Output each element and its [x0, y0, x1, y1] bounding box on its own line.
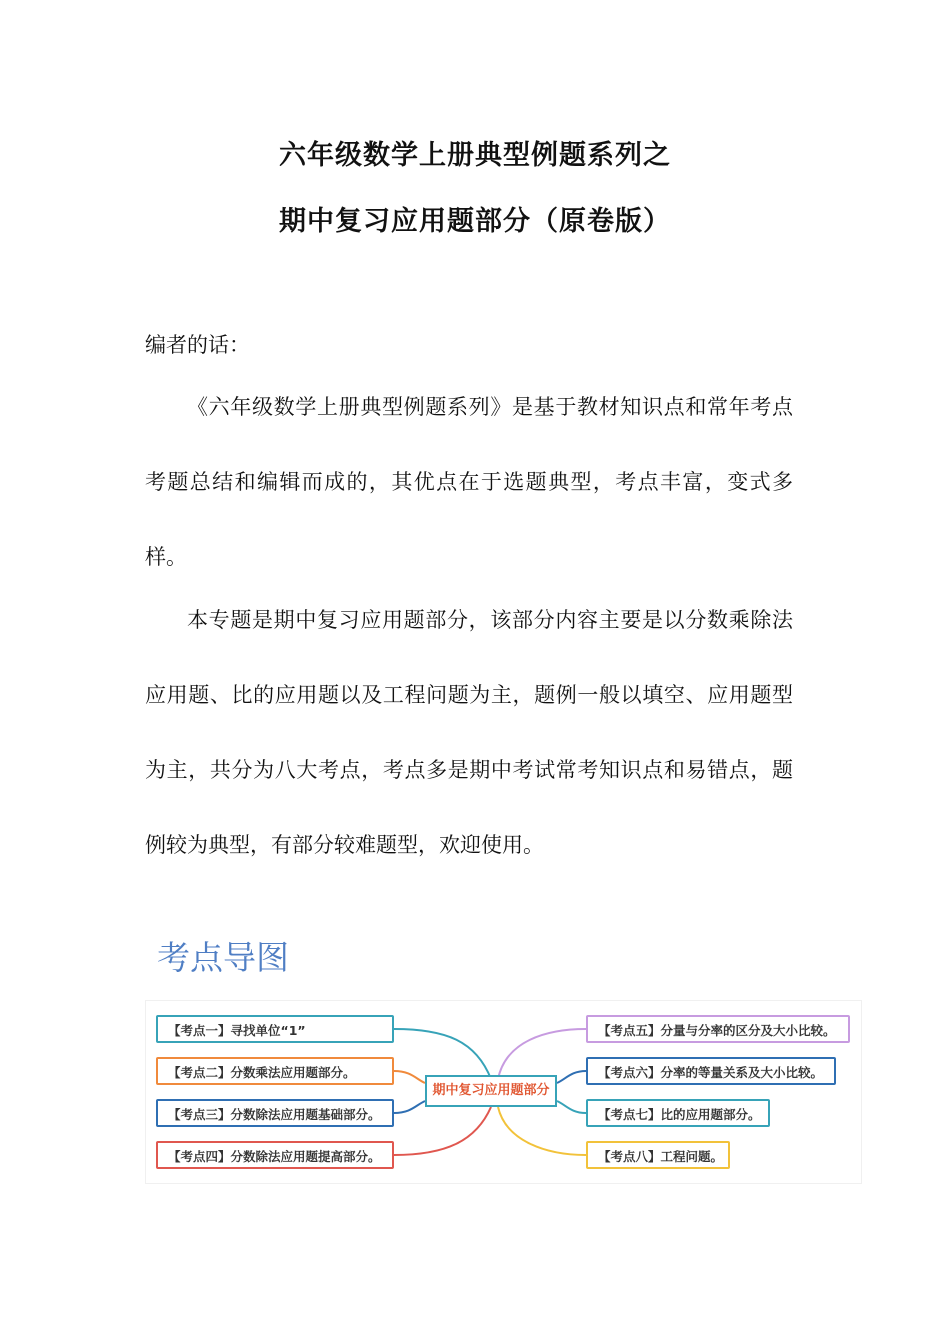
connector-left-1: [394, 1029, 491, 1079]
mindmap-node-1: 【考点一】寻找单位“1”: [156, 1015, 394, 1043]
connector-left-3: [394, 1101, 425, 1113]
document-title-line-2: 期中复习应用题部分（原卷版）: [279, 206, 671, 237]
connector-left-4: [394, 1107, 491, 1155]
mindmap-node-3: 【考点三】分数除法应用题基础部分。: [156, 1099, 394, 1127]
mindmap-node-5: 【考点五】分量与分率的区分及大小比较。: [586, 1015, 850, 1043]
document-title-line-1: 六年级数学上册典型例题系列之: [279, 140, 671, 171]
connector-right-6: [557, 1071, 586, 1083]
mindmap: [145, 1000, 862, 1184]
connector-right-5: [498, 1029, 586, 1079]
editor-note-label: 编者的话：: [145, 333, 250, 357]
mindmap-node-8: 【考点八】工程问题。: [586, 1141, 730, 1169]
intro-paragraph-1: 《六年级数学上册典型例题系列》是基于教材知识点和常年考点考题总结和编辑而成的，其优点在于选题典型，考点丰富，变式多样。: [145, 395, 793, 569]
connector-left-2: [394, 1071, 425, 1083]
connector-right-7: [557, 1101, 586, 1113]
mindmap-center-node: 期中复习应用题部分: [425, 1075, 557, 1107]
mindmap-node-6: 【考点六】分率的等量关系及大小比较。: [586, 1057, 836, 1085]
connector-right-8: [498, 1107, 586, 1155]
mindmap-heading: 考点导图: [157, 938, 289, 977]
mindmap-node-4: 【考点四】分数除法应用题提高部分。: [156, 1141, 394, 1169]
intro-paragraph-2: 本专题是期中复习应用题部分，该部分内容主要是以分数乘除法应用题、比的应用题以及工程问题为主，题例一般以填空、应用题型为主，共分为八大考点，考点多是期中考试常考知识点和易错点，题例较为典型，有部分较难题型，欢迎使用。: [145, 608, 793, 857]
mindmap-node-7: 【考点七】比的应用题部分。: [586, 1099, 770, 1127]
mindmap-node-2: 【考点二】分数乘法应用题部分。: [156, 1057, 394, 1085]
